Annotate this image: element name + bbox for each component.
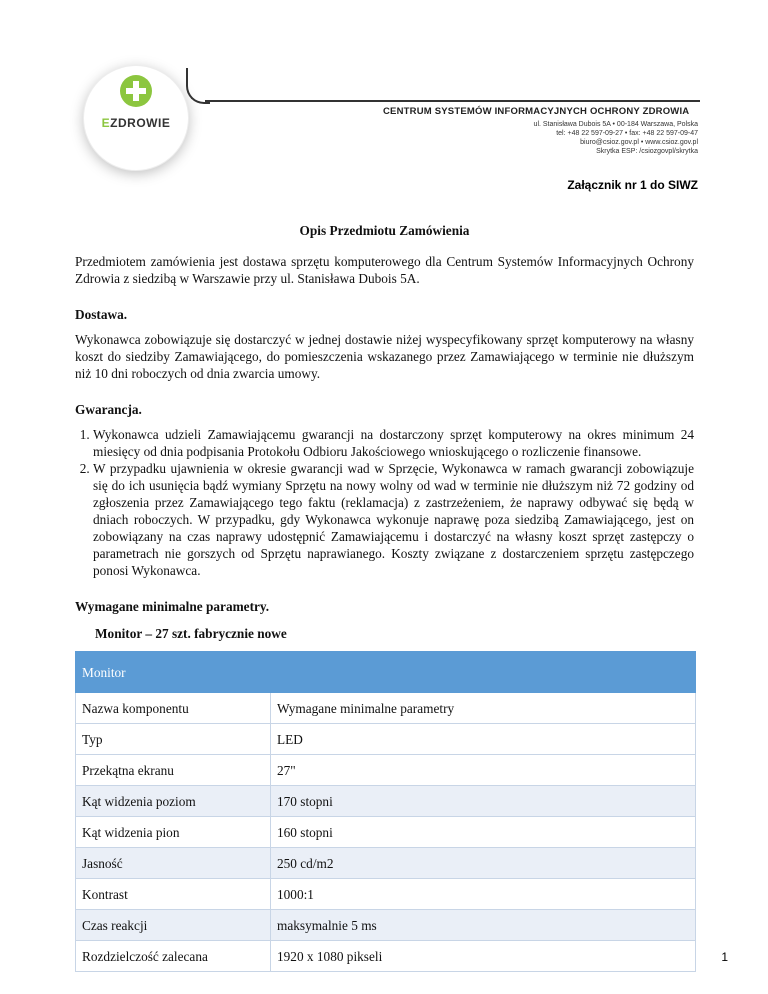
table-header-row xyxy=(76,693,696,724)
table-row xyxy=(76,910,696,941)
table-cell: 27" xyxy=(271,755,696,786)
table-cell: 1920 x 1080 pikseli xyxy=(271,941,696,972)
table-title-row xyxy=(76,652,696,693)
table-row xyxy=(76,848,696,879)
table-row xyxy=(76,817,696,848)
logo-text: EZDROWIE xyxy=(101,116,171,130)
document-title: Opis Przedmiotu Zamówienia xyxy=(299,223,470,238)
table-cell: Kąt widzenia pion xyxy=(76,817,271,848)
warranty-item: 1. Wykonawca udzieli Zamawiającemu gwarancji na dostarczony sprzęt komputerowy na okres minimum 24 miesięcy od dnia podpisania Protokołu Odbioru Jakościowego wnioskującego o rozliczenie finansowe. xyxy=(93,426,694,460)
table-row xyxy=(76,879,696,910)
monitor-subheading: Monitor – 27 szt. fabrycznie nowe xyxy=(95,626,287,641)
delivery-heading: Dostawa. xyxy=(75,307,128,322)
column-header: Wymagane minimalne parametry xyxy=(271,693,696,724)
letterhead xyxy=(0,0,768,170)
contact-line: tel: +48 22 597-09-27 • fax: +48 22 597-09-47 xyxy=(556,130,698,137)
table-cell: LED xyxy=(271,724,696,755)
address-line: ul. Stanisława Dubois 5A • 00-184 Warszawa, Polska xyxy=(533,121,698,128)
table-row xyxy=(76,724,696,755)
table-cell: 160 stopni xyxy=(271,817,696,848)
delivery-paragraph: Wykonawca zobowiązuje się dostarczyć w jednej dostawie niżej wyspecyfikowany sprzęt komputerowy na własny koszt do siedziby Zamawiającego, do pomieszczenia wskazanego przez Zamawiającego w terminie nie dłuższym niż 10 dni roboczych od dnia zwarcia umowy. xyxy=(75,332,694,381)
table-cell: Przekątna ekranu xyxy=(76,755,271,786)
table-cell: 170 stopni xyxy=(271,786,696,817)
params-heading: Wymagane minimalne parametry. xyxy=(75,599,270,614)
warranty-heading: Gwarancja. xyxy=(75,402,142,417)
table-cell: maksymalnie 5 ms xyxy=(271,910,696,941)
annex-label: Załącznik nr 1 do SIWZ xyxy=(567,178,698,192)
table-row xyxy=(76,941,696,972)
table-row xyxy=(76,755,696,786)
table-cell: Typ xyxy=(76,724,271,755)
warranty-item: 2. W przypadku ujawnienia w okresie gwarancji wad w Sprzęcie, Wykonawca w ramach gwarancji zobowiązuje się do ich usunięcia bądź wymiany Sprzętu na nowy wolny od wad w terminie nie dłuższym niż 72 godziny od zgłoszenia przez Zamawiającego tego faktu (reklamacja) z zastrzeżeniem, że naprawy odbywać się będą w dniach roboczych. W przypadku, gdy Wykonawca wykonuje naprawę poza siedzibą Zamawiającego, jest on zobowiązany na czas naprawy udostępnić Zamawiającemu i dostarczyć na własny koszt sprzęt zastępczy o parametrach nie gorszych od Sprzętu naprawianego. Koszty związane z dostarczeniem sprzętu zastępczego ponosi Wykonawca. xyxy=(93,460,694,579)
intro-paragraph: Przedmiotem zamówienia jest dostawa sprzętu komputerowego dla Centrum Systemów Informacyjnych Ochrony Zdrowia z siedzibą w Warszawie przy ul. Stanisława Dubois 5A. xyxy=(75,254,694,286)
warranty-list xyxy=(75,426,694,579)
page-number: 1 xyxy=(721,950,728,964)
table-cell: Czas reakcji xyxy=(76,910,271,941)
ezdrowie-logo xyxy=(84,66,194,176)
monitor-spec-table xyxy=(75,651,696,972)
header-rule xyxy=(205,100,700,102)
table-cell: Rozdzielczość zalecana xyxy=(76,941,271,972)
organization-name: CENTRUM SYSTEMÓW INFORMACYJNYCH OCHRONY ZDROWIA xyxy=(383,106,690,117)
table-cell: 1000:1 xyxy=(271,879,696,910)
table-cell: 250 cd/m2 xyxy=(271,848,696,879)
table-row xyxy=(76,786,696,817)
table-cell: Kąt widzenia poziom xyxy=(76,786,271,817)
organization-address xyxy=(534,120,698,156)
table-cell: Jasność xyxy=(76,848,271,879)
mailbox-line: Skrytka ESP: /csiozgovpl/skrytka xyxy=(596,148,698,155)
plus-cross-icon xyxy=(120,75,152,107)
table-cell: Kontrast xyxy=(76,879,271,910)
column-header: Nazwa komponentu xyxy=(76,693,271,724)
email-web-line: biuro@csioz.gov.pl • www.csioz.gov.pl xyxy=(580,139,698,146)
document-body xyxy=(75,222,694,972)
table-title: Monitor xyxy=(76,652,696,693)
